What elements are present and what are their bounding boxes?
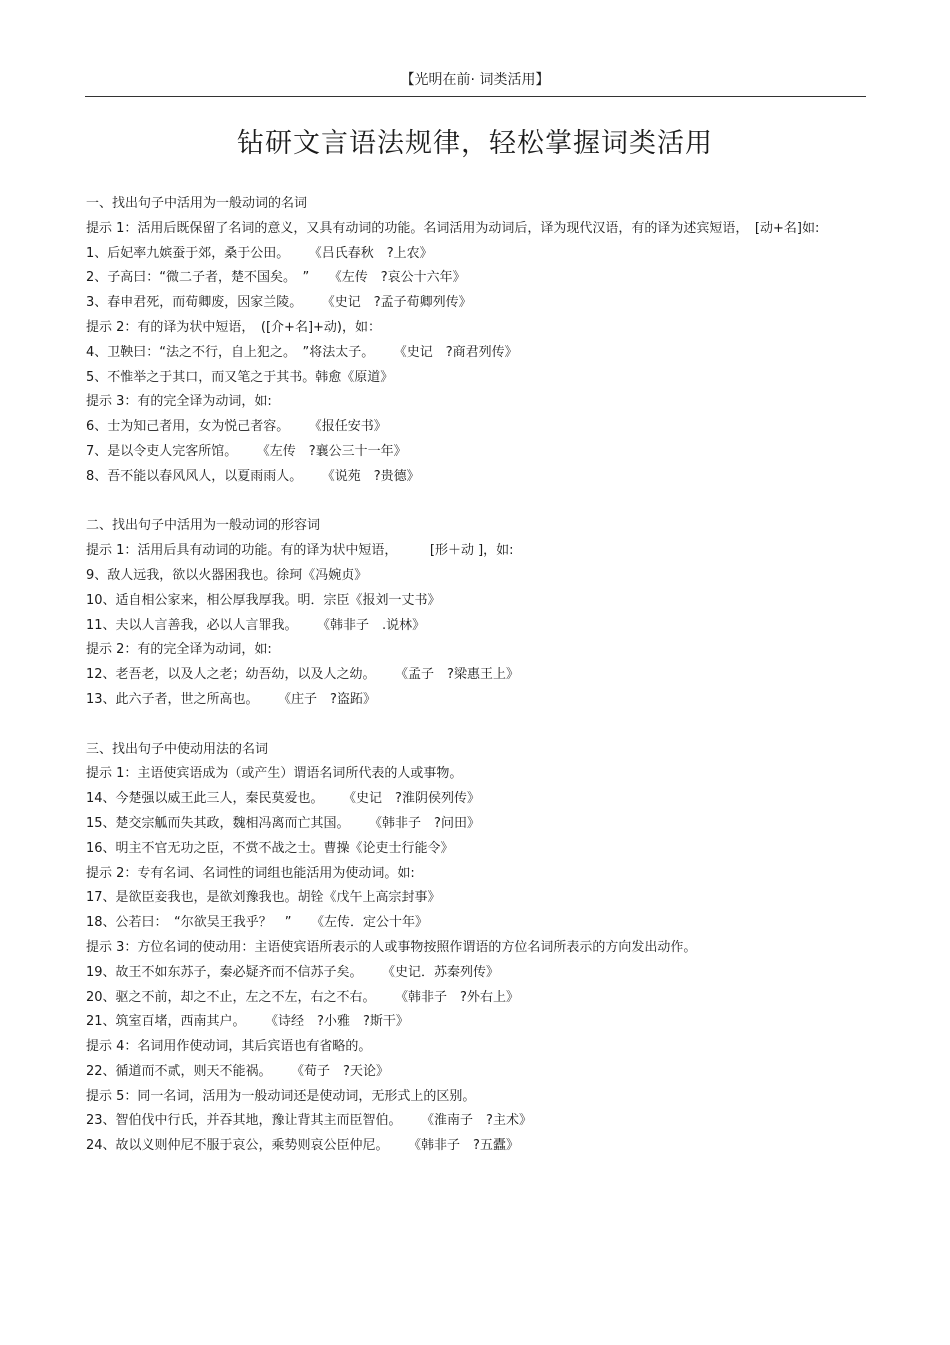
line-text: 提示 5：同一名词，活用为一般动词还是使动词，无形式上的区别。 — [86, 1088, 476, 1104]
text-line — [86, 812, 846, 837]
line-text: 提示 3：有的完全译为动词，如: — [86, 394, 272, 410]
line-source: 《荀子 ?天论》 — [297, 1063, 389, 1079]
line-source: 《左传 ?襄公三十一年》 — [263, 443, 407, 459]
line-source: 《吕氏春秋 ?上农》 — [315, 245, 433, 261]
line-text: 一、找出句子中活用为一般动词的名词 — [86, 196, 308, 211]
text-line — [86, 242, 846, 267]
line-source: 《韩非子 ?五蠹》 — [414, 1138, 519, 1154]
line-text: 18、公若曰： “尔欲吴王我乎？ ” — [86, 915, 292, 931]
text-line — [86, 886, 846, 911]
text-line — [86, 1109, 846, 1134]
line-text: 8、吾不能以春风风人，以夏雨雨人。 — [86, 468, 303, 484]
text-line — [86, 440, 846, 465]
text-line — [86, 1134, 846, 1159]
text-line — [86, 986, 846, 1011]
text-line — [86, 911, 846, 936]
section-gap — [86, 490, 846, 515]
text-line — [86, 663, 846, 688]
line-text: 9、敌人远我，欲以火器困我也。徐珂《冯婉贞》 — [86, 567, 368, 583]
line-text: 2、子高曰：“微二子者，楚不国矣。 ” — [86, 270, 310, 286]
line-text: 提示 3：方位名词的使动用：主语使宾语所表示的人或事物按照作谓语的方位名词所表示的方向发出动作。 — [86, 939, 697, 955]
line-text: 提示 4：名词用作使动词，其后宾语也有省略的。 — [86, 1039, 372, 1055]
line-source: 《左传．定公十年》 — [317, 915, 429, 931]
line-source: 《庄子 ?盗跖》 — [284, 691, 376, 707]
line-text: 24、故以义则仲尼不服于哀公，乘势则哀公臣仲尼。 — [86, 1138, 389, 1154]
line-text: 19、故王不如东苏子，秦必疑齐而不信苏子矣。 — [86, 964, 363, 980]
line-text: 17、是欲臣妾我也，是欲刘豫我也。胡铨《戊午上高宗封事》 — [86, 890, 441, 906]
text-line — [86, 688, 846, 713]
text-line — [86, 316, 846, 341]
line-text: 提示 1：活用后既保留了名词的意义，又具有动词的功能。名词活用为动词后，译为现代汉语，有的译为述宾短语， [动+名]如: — [86, 220, 820, 236]
text-line — [86, 1085, 846, 1110]
text-line — [86, 1010, 846, 1035]
line-text: 20、驱之不前，却之不止，左之不左，右之不右。 — [86, 989, 376, 1005]
text-line — [86, 862, 846, 887]
line-text: 21、筑室百堵，西南其户。 — [86, 1014, 246, 1030]
line-text: 16、明主不官无功之臣，不赏不战之士。曹操《论吏士行能令》 — [86, 840, 454, 856]
text-line — [86, 614, 846, 639]
text-line — [86, 266, 846, 291]
text-line — [86, 341, 846, 366]
running-header: 【光明在前· 词类活用】 — [400, 72, 550, 88]
text-line — [86, 390, 846, 415]
line-text: 1、后妃率九嫔蚕于郊，桑于公田。 — [86, 245, 290, 261]
line-text: 三、找出句子中使动用法的名词 — [86, 741, 269, 757]
line-source: 《韩非子 ?问田》 — [375, 815, 480, 831]
text-line — [86, 837, 846, 862]
page-title: 钻研文言语法规律，轻松掌握词类活用 — [237, 128, 713, 159]
text-line — [86, 539, 846, 564]
line-source: 《左传 ?哀公十六年》 — [335, 270, 466, 286]
line-source: 《史记 ?孟子荀卿列传》 — [328, 295, 472, 311]
line-text: 14、今楚强以威王此三人，秦民莫爱也。 — [86, 791, 324, 807]
line-text: 13、此六子者，世之所高也。 — [86, 691, 259, 707]
line-text: 22、循道而不贰，则天不能祸。 — [86, 1063, 272, 1079]
line-text: 5、不惟举之于其口，而又笔之于其书。韩愈《原道》 — [86, 369, 394, 385]
line-text: 提示 2：有的译为状中短语， ([介+名]+动)，如： — [86, 319, 381, 335]
line-text: 12、老吾老，以及人之老；幼吾幼，以及人之幼。 — [86, 667, 376, 683]
text-line — [86, 762, 846, 787]
text-line — [86, 217, 846, 242]
header-rule — [85, 96, 866, 97]
text-line — [86, 465, 846, 490]
line-text: 23、智伯伐中行氏，并吞其地，豫让背其主而臣智伯。 — [86, 1113, 402, 1129]
line-source: 《韩非子 .说林》 — [323, 617, 426, 633]
line-text: 二、找出句子中活用为一般动词的形容词 — [86, 518, 321, 534]
line-source: 《报任安书》 — [315, 419, 387, 435]
line-source: 《诗经 ?小雅 ?斯干》 — [271, 1014, 409, 1030]
line-text: 6、士为知己者用，女为悦己者容。 — [86, 419, 290, 435]
line-source: 《史记 ?淮阴侯列传》 — [349, 791, 480, 807]
text-line — [86, 366, 846, 391]
line-source: 《说苑 ?贵德》 — [328, 468, 420, 484]
line-text: 提示 1：活用后具有动词的功能。有的译为状中短语， [形＋动 ]，如: — [86, 543, 514, 559]
text-line — [86, 1035, 846, 1060]
text-line — [86, 638, 846, 663]
text-line — [86, 787, 846, 812]
text-line — [86, 514, 846, 539]
line-source: 《韩非子 ?外右上》 — [401, 989, 519, 1005]
line-source: 《史记．苏秦列传》 — [388, 964, 500, 980]
line-text: 提示 1：主语使宾语成为（或产生）谓语名词所代表的人或事物。 — [86, 766, 463, 782]
line-text: 10、适自相公家来，相公厚我厚我。明．宗臣《报刘一丈书》 — [86, 592, 441, 608]
text-line — [86, 738, 846, 763]
line-source: 《史记 ?商君列传》 — [400, 344, 518, 360]
text-line — [86, 192, 846, 217]
line-source: 《淮南子 ?主术》 — [427, 1113, 532, 1129]
text-line — [86, 936, 846, 961]
line-source: 《孟子 ?梁惠王上》 — [401, 667, 519, 683]
line-text: 15、楚交宗觚而失其政，魏相冯离而亡其国。 — [86, 815, 350, 831]
line-text: 3、春申君死，而荀卿废，因家兰陵。 — [86, 295, 303, 311]
section-gap — [86, 713, 846, 738]
line-text: 4、卫鞅曰：“法之不行，自上犯之。 ”将法太子。 — [86, 344, 375, 360]
line-text: 7、是以令吏人完客所馆。 — [86, 443, 238, 459]
document-body — [86, 192, 846, 1159]
text-line — [86, 564, 846, 589]
text-line — [86, 291, 846, 316]
line-text: 11、夫以人言善我，必以人言罪我。 — [86, 617, 298, 633]
text-line — [86, 589, 846, 614]
line-text: 提示 2：有的完全译为动词，如: — [86, 642, 272, 658]
text-line — [86, 961, 846, 986]
text-line — [86, 1060, 846, 1085]
line-text: 提示 2：专有名词、名词性的词组也能活用为使动词。如: — [86, 865, 415, 881]
text-line — [86, 415, 846, 440]
